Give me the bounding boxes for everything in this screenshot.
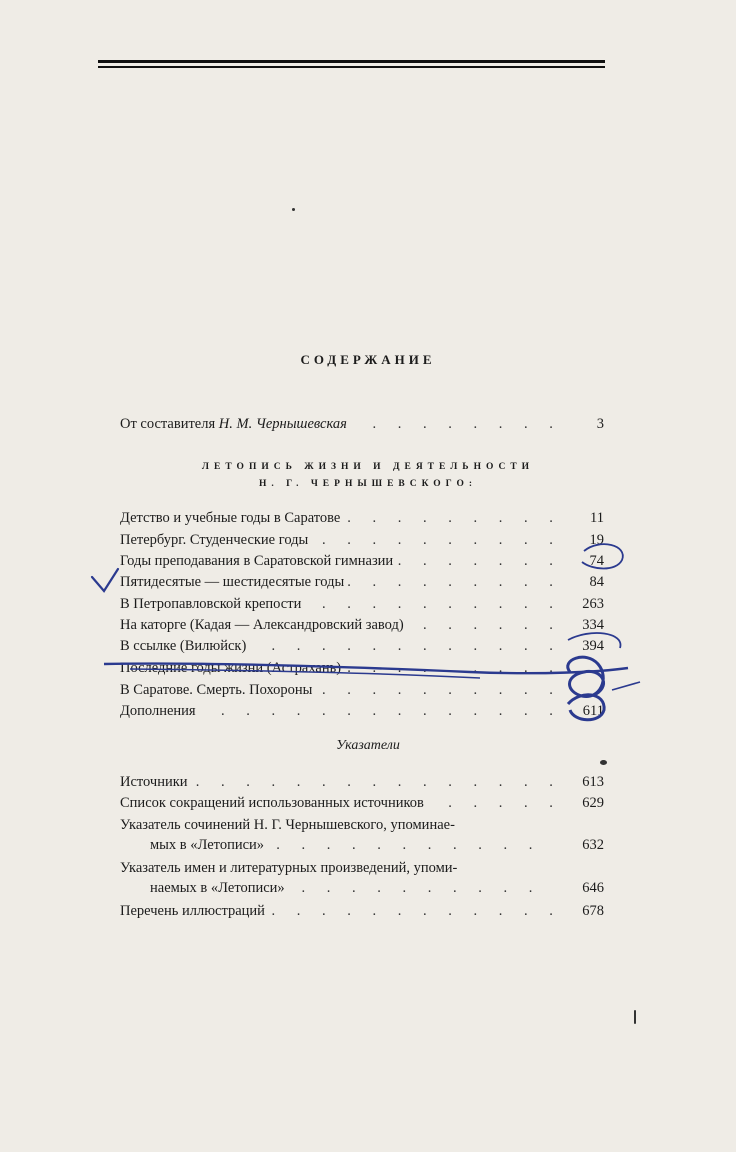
index-entry-page: 646 [578, 878, 604, 898]
toc-entry [120, 615, 604, 635]
toc-entry-text: В ссылке (Вилюйск) [120, 636, 250, 656]
index-entry-page: 678 [578, 901, 604, 921]
toc-entry-page: 19 [586, 530, 605, 550]
index-entry-page: 613 [578, 772, 604, 792]
toc-entry-text: Последние годы жизни (Астрахань) [120, 658, 345, 678]
toc-entry-page: 334 [578, 615, 604, 635]
toc-entry-page: 3 [593, 414, 604, 434]
index-entry [120, 858, 604, 898]
toc-entry [120, 572, 604, 592]
toc-entry-page: 394 [578, 636, 604, 656]
top-rule-thick [98, 60, 605, 63]
toc-entry-text: Пятидесятые — шестидесятые годы [120, 572, 348, 592]
toc-entry [120, 508, 604, 528]
toc-entry [120, 658, 604, 678]
section-title-line1: ЛЕТОПИСЬ ЖИЗНИ И ДЕЯТЕЛЬНОСТИ [201, 462, 535, 472]
index-entry [120, 815, 604, 855]
toc-entry [120, 701, 604, 721]
toc-entry-text: От составителя Н. М. Чернышевская [120, 414, 351, 434]
index-entry-text: Указатель имен и литературных произведений, упоми- [120, 860, 458, 876]
tail-mark [612, 682, 640, 690]
toc-entry-intro [120, 414, 604, 434]
toc-entry [120, 551, 604, 571]
index-entry-text: Список сокращений использованных источников [120, 793, 428, 813]
toc-entry-text: В Петропавловской крепости [120, 594, 305, 614]
ink-speck [634, 1010, 636, 1024]
toc-entry [120, 594, 604, 614]
index-entry-page: 632 [578, 835, 604, 855]
ink-speck [600, 760, 607, 765]
toc-entry-text: На каторге (Кадая — Александровский завод) [120, 615, 408, 635]
index-entry-text-cont: мых в «Летописи» [150, 835, 268, 855]
toc-entry-page: 611 [579, 701, 604, 721]
index-entry-text-cont: наемых в «Летописи» [150, 878, 289, 898]
index-entry-text: Перечень иллюстраций [120, 901, 269, 921]
index-entry-page: 629 [578, 793, 604, 813]
index-entry [120, 901, 604, 921]
index-entry [120, 772, 604, 792]
ink-speck [292, 208, 295, 211]
toc-entry-text: Годы преподавания в Саратовской гимназии [120, 551, 397, 571]
top-rule-thin [98, 66, 605, 68]
toc-entry [120, 636, 604, 656]
checkmark-mark [92, 569, 118, 591]
toc-entry-text: Детство и учебные годы в Саратове [120, 508, 344, 528]
toc-entry-text: Дополнения [120, 701, 200, 721]
page-title: СОДЕРЖАНИЕ [300, 352, 436, 367]
toc-entry-page: 11 [586, 508, 604, 528]
index-entry-text: Указатель сочинений Н. Г. Чернышевского, упоминае- [120, 817, 455, 833]
toc-entry-page: 74 [586, 551, 605, 571]
toc-entry-text: В Саратове. Смерть. Похороны [120, 680, 316, 700]
toc-entry-page: 84 [586, 572, 605, 592]
section-title-line2: Н. Г. ЧЕРНЫШЕВСКОГО: [258, 479, 478, 489]
toc-entry-page: 263 [578, 594, 604, 614]
index-entry [120, 793, 604, 813]
toc-entry [120, 530, 604, 550]
toc-entry-text: Петербург. Студенческие годы [120, 530, 312, 550]
index-entry-text: Источники [120, 772, 192, 792]
indexes-heading: Указатели [336, 738, 400, 753]
toc-entry [120, 680, 604, 700]
